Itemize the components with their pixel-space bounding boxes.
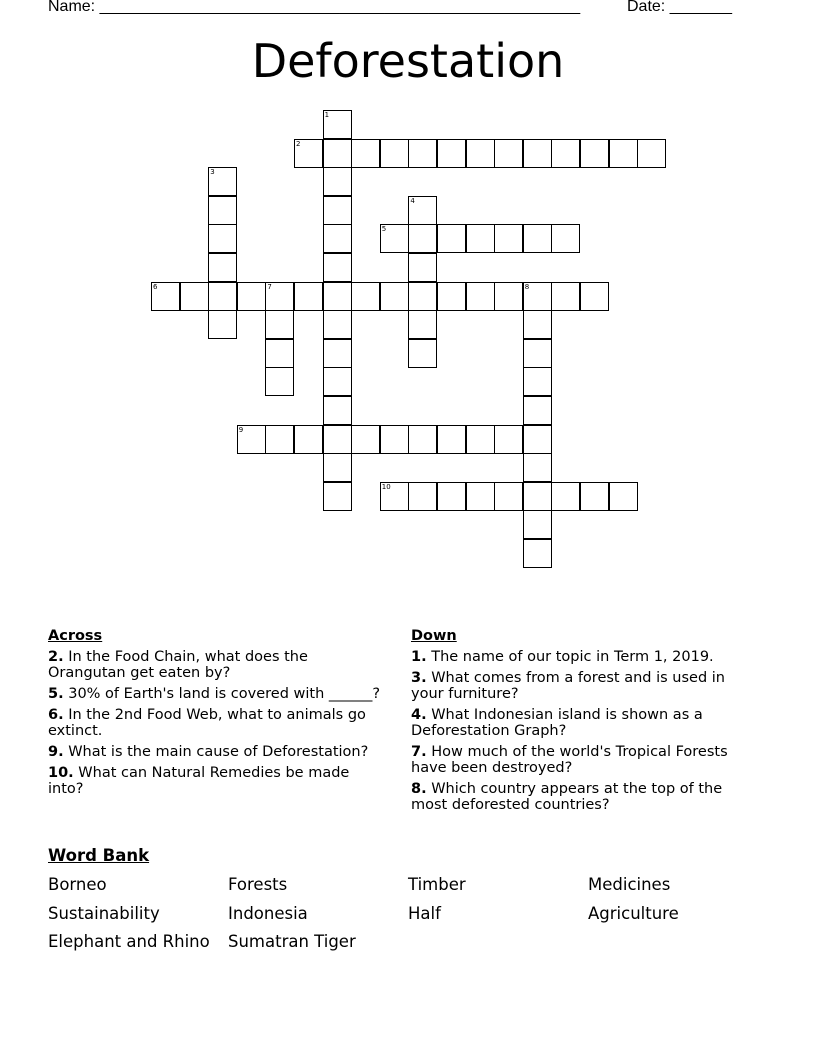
clue-text: In the 2nd Food Web, what to animals go extinct. — [48, 707, 366, 739]
crossword-cell[interactable] — [323, 253, 352, 282]
across-clue — [48, 649, 388, 681]
crossword-cell[interactable] — [294, 425, 323, 454]
clue-number: 2. — [48, 649, 64, 665]
crossword-cell[interactable] — [265, 282, 294, 311]
crossword-cell[interactable] — [351, 139, 380, 168]
clue-text: What can Natural Remedies be made into? — [48, 765, 350, 797]
word-bank-item: Forests — [228, 875, 288, 894]
word-bank-item: Agriculture — [588, 904, 679, 923]
crossword-cell[interactable] — [237, 425, 266, 454]
crossword-cell[interactable] — [523, 396, 552, 425]
clue-text: What Indonesian island is shown as a Deforestation Graph? — [411, 707, 703, 739]
crossword-cell[interactable] — [323, 110, 352, 139]
crossword-cell[interactable] — [408, 310, 437, 339]
crossword-cell[interactable] — [523, 425, 552, 454]
crossword-cell[interactable] — [551, 282, 580, 311]
crossword-cell[interactable] — [437, 425, 466, 454]
crossword-cell[interactable] — [523, 339, 552, 368]
crossword-cell[interactable] — [408, 339, 437, 368]
crossword-cell[interactable] — [408, 224, 437, 253]
word-bank-item: Elephant and Rhino — [48, 932, 210, 951]
clue-text: Which country appears at the top of the most deforested countries? — [411, 781, 723, 813]
clue-text: How much of the world's Tropical Forests have been destroyed? — [411, 744, 728, 776]
page-title: Deforestation — [251, 34, 565, 88]
crossword-cell[interactable] — [437, 139, 466, 168]
across-clue — [48, 765, 388, 797]
crossword-cell[interactable] — [551, 224, 580, 253]
down-clue — [411, 781, 751, 813]
crossword-cell[interactable] — [208, 310, 237, 339]
crossword-cell[interactable] — [208, 167, 237, 196]
down-clue — [411, 649, 751, 665]
across-heading: Across — [48, 628, 103, 644]
crossword-cell[interactable] — [494, 282, 523, 311]
clue-text: What is the main cause of Deforestation? — [63, 744, 369, 760]
word-bank-item: Sumatran Tiger — [228, 932, 356, 951]
clue-number-label: 2 — [296, 139, 301, 148]
clue-number-label: 1 — [324, 111, 330, 119]
across-clues — [48, 628, 388, 802]
word-bank-item: Timber — [408, 875, 466, 894]
clue-number: 3. — [411, 670, 427, 686]
crossword-cell[interactable] — [580, 282, 609, 311]
crossword-cell[interactable] — [323, 425, 352, 454]
crossword-cell[interactable] — [466, 425, 495, 454]
word-bank-item: Indonesia — [228, 904, 308, 923]
crossword-cell[interactable] — [323, 453, 352, 482]
clue-number: 9. — [48, 744, 64, 760]
crossword-cell[interactable] — [351, 282, 380, 311]
crossword-cell[interactable] — [323, 282, 352, 311]
crossword-cell[interactable] — [380, 224, 409, 253]
crossword-cell[interactable] — [494, 425, 523, 454]
crossword-cell[interactable] — [523, 539, 552, 568]
crossword-cell[interactable] — [380, 482, 409, 511]
crossword-cell[interactable] — [294, 139, 323, 168]
crossword-cell[interactable] — [351, 425, 380, 454]
word-bank-heading: Word Bank — [48, 846, 150, 865]
crossword-cell[interactable] — [437, 482, 466, 511]
crossword-cell[interactable] — [437, 282, 466, 311]
crossword-cell[interactable] — [265, 310, 294, 339]
crossword-cell[interactable] — [294, 282, 323, 311]
clue-number: 1. — [411, 649, 427, 665]
crossword-cell[interactable] — [323, 339, 352, 368]
clue-number-label: 7 — [267, 282, 272, 291]
clue-number: 5. — [48, 686, 64, 702]
crossword-cell[interactable] — [523, 367, 552, 396]
crossword-cell[interactable] — [408, 482, 437, 511]
crossword-cell[interactable] — [151, 282, 180, 311]
down-clue — [411, 744, 751, 776]
clue-number-label: 10 — [381, 482, 391, 491]
clue-text: What comes from a forest and is used in your furniture? — [411, 670, 725, 702]
clue-number: 7. — [411, 744, 427, 760]
clue-number: 8. — [411, 781, 427, 797]
crossword-cell[interactable] — [466, 482, 495, 511]
crossword-cell[interactable] — [323, 482, 352, 511]
clue-number: 10. — [48, 765, 74, 781]
crossword-cell[interactable] — [466, 139, 495, 168]
crossword-cell[interactable] — [265, 425, 294, 454]
crossword-cell[interactable] — [323, 367, 352, 396]
name-field: Name: ______________________________________________________ — [48, 0, 581, 15]
word-bank-item: Medicines — [588, 875, 671, 894]
across-clue — [48, 686, 388, 702]
crossword-cell[interactable] — [323, 196, 352, 225]
crossword-cell[interactable] — [523, 510, 552, 539]
crossword-cell[interactable] — [323, 139, 352, 168]
clue-text: 30% of Earth's land is covered with ______? — [63, 686, 381, 702]
crossword-cell[interactable] — [523, 224, 552, 253]
crossword-cell[interactable] — [380, 139, 409, 168]
crossword-cell[interactable] — [265, 339, 294, 368]
clue-number-label: 6 — [153, 282, 158, 291]
word-bank-item: Borneo — [48, 875, 107, 894]
crossword-cell[interactable] — [523, 453, 552, 482]
crossword-cell[interactable] — [408, 282, 437, 311]
down-clue — [411, 670, 751, 702]
crossword-cell[interactable] — [494, 224, 523, 253]
crossword-cell[interactable] — [323, 167, 352, 196]
crossword-cell[interactable] — [408, 196, 437, 225]
clue-text: The name of our topic in Term 1, 2019. — [426, 649, 714, 665]
crossword-cell[interactable] — [408, 139, 437, 168]
across-clue — [48, 744, 388, 760]
crossword-cell[interactable] — [580, 482, 609, 511]
across-clue — [48, 707, 388, 739]
crossword-cell[interactable] — [551, 139, 580, 168]
crossword-cell[interactable] — [323, 396, 352, 425]
clue-text: In the Food Chain, what does the Orangutan get eaten by? — [48, 649, 308, 681]
crossword-cell[interactable] — [408, 253, 437, 282]
crossword-cell[interactable] — [323, 224, 352, 253]
crossword-cell[interactable] — [208, 224, 237, 253]
clue-number-label: 5 — [381, 225, 387, 234]
crossword-cell[interactable] — [208, 253, 237, 282]
crossword-cell[interactable] — [523, 139, 552, 168]
crossword-cell[interactable] — [523, 482, 552, 511]
crossword-cell[interactable] — [580, 139, 609, 168]
down-clue — [411, 707, 751, 739]
crossword-cell[interactable] — [609, 139, 638, 168]
crossword-cell[interactable] — [380, 425, 409, 454]
crossword-cell[interactable] — [466, 282, 495, 311]
crossword-cell[interactable] — [180, 282, 209, 311]
clue-number-label: 4 — [410, 196, 415, 205]
clue-number-label: 9 — [238, 425, 244, 434]
crossword-cell[interactable] — [494, 482, 523, 511]
date-field: Date: _______ — [627, 0, 732, 15]
crossword-cell[interactable] — [237, 282, 266, 311]
crossword-cell[interactable] — [380, 282, 409, 311]
crossword-cell[interactable] — [408, 425, 437, 454]
crossword-cell[interactable] — [523, 310, 552, 339]
crossword-cell[interactable] — [494, 139, 523, 168]
clue-number-label: 3 — [210, 168, 215, 177]
clue-number: 6. — [48, 707, 64, 723]
down-heading: Down — [411, 628, 457, 644]
clue-number: 4. — [411, 707, 427, 723]
clue-number-label: 8 — [524, 282, 530, 291]
crossword-cell[interactable] — [466, 224, 495, 253]
down-clues — [411, 628, 751, 818]
crossword-cell[interactable] — [523, 282, 552, 311]
crossword-cell[interactable] — [437, 224, 466, 253]
word-bank-item: Half — [408, 904, 441, 923]
crossword-cell[interactable] — [637, 139, 666, 168]
crossword-cell[interactable] — [551, 482, 580, 511]
crossword-cell[interactable] — [609, 482, 638, 511]
crossword-cell[interactable] — [323, 310, 352, 339]
word-bank-item: Sustainability — [48, 904, 160, 923]
crossword-cell[interactable] — [265, 367, 294, 396]
crossword-cell[interactable] — [208, 196, 237, 225]
crossword-cell[interactable] — [208, 282, 237, 311]
